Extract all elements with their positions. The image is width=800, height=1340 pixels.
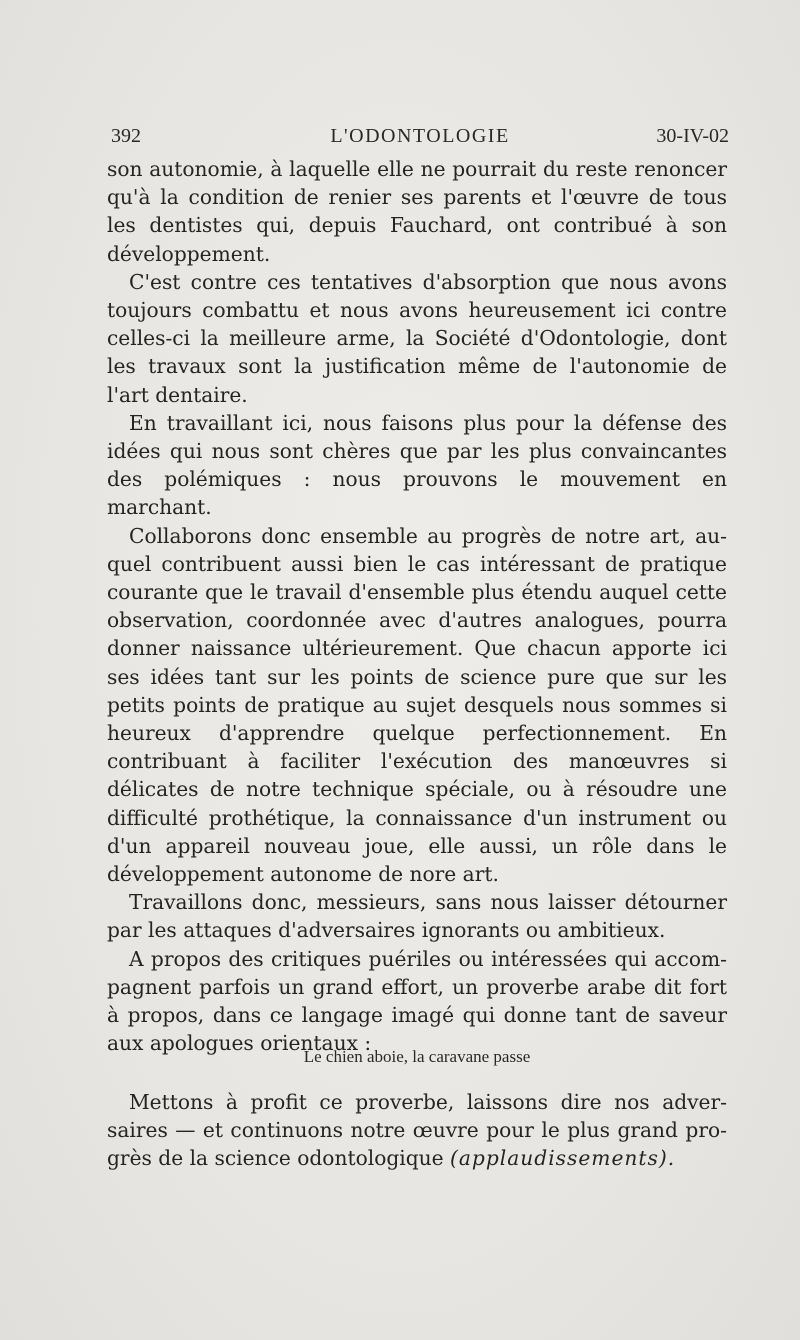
paragraph: En travaillant ici, nous faisons plus pour la défense des idées qui nous sont chères que par les plus convaincantes des polémiques : nous prouvons le mouvement en marchant. [107,410,727,520]
paragraph: C'est contre ces tentatives d'absorption que nous avons toujours combattu et nous avons heureusement ici contre celles-ci la meilleure arme, la Société d'Odontologie, dont les travaux sont la justification même de l'autonomie de l'art dentaire. [107,269,727,407]
issue-date: 30-IV-02 [656,125,729,147]
paragraph: son autonomie, à laquelle elle ne pourrait du reste renoncer qu'à la condition de renier ses parents et l'œuvre de tous les dentistes qui, depuis Fauchard, ont contribué à son développement. [107,157,727,266]
proverb-quote: Le chien aboie, la caravane passe [303,1047,531,1066]
running-title: L'ODONTOLOGIE [330,125,510,147]
paragraph: Travaillons donc, messieurs, sans nous laisser détourner par les attaques d'adversaires ignorants ou ambitieux. [107,890,727,943]
page-number: 392 [111,125,141,147]
closing-text [107,1088,727,1173]
body-text [107,155,727,1058]
closing-body: Mettons à profit ce proverbe, laissons dire nos adversaires — et continuons notre œuvre pour le plus grand progrès de la science odontologique [107,1090,727,1171]
applause-note: (applaudissements). [450,1146,676,1171]
paragraph: A propos des critiques puériles ou intéressées qui accompagnent parfois un grand effort, un proverbe arabe dit fort à propos, dans ce langage imagé qui donne tant de saveur aux apologues orientaux : [107,946,727,1056]
paragraph: Collaborons donc ensemble au progrès de notre art, auquel contribuent aussi bien le cas intéressant de pratique courante que le travail d'ensemble plus étendu auquel cette observation, coordonnée avec d'autres analogues, pourra donner naissance ultérieurement. Que chacun apporte ici ses idées tant sur les points de science pure que sur les petits points de pratique au sujet desquels nous sommes si heureux d'apprendre quelque perfectionnement. En contribuant à faciliter l'exécution des manœuvres si délicates de notre technique spéciale, ou à résoudre une difficulté prothétique, la connaissance d'un instrument ou d'un appareil nouveau joue, elle aussi, un rôle dans le développement autonome de nore art. [107,523,727,887]
closing-paragraph [107,1088,727,1173]
running-header [111,125,729,151]
